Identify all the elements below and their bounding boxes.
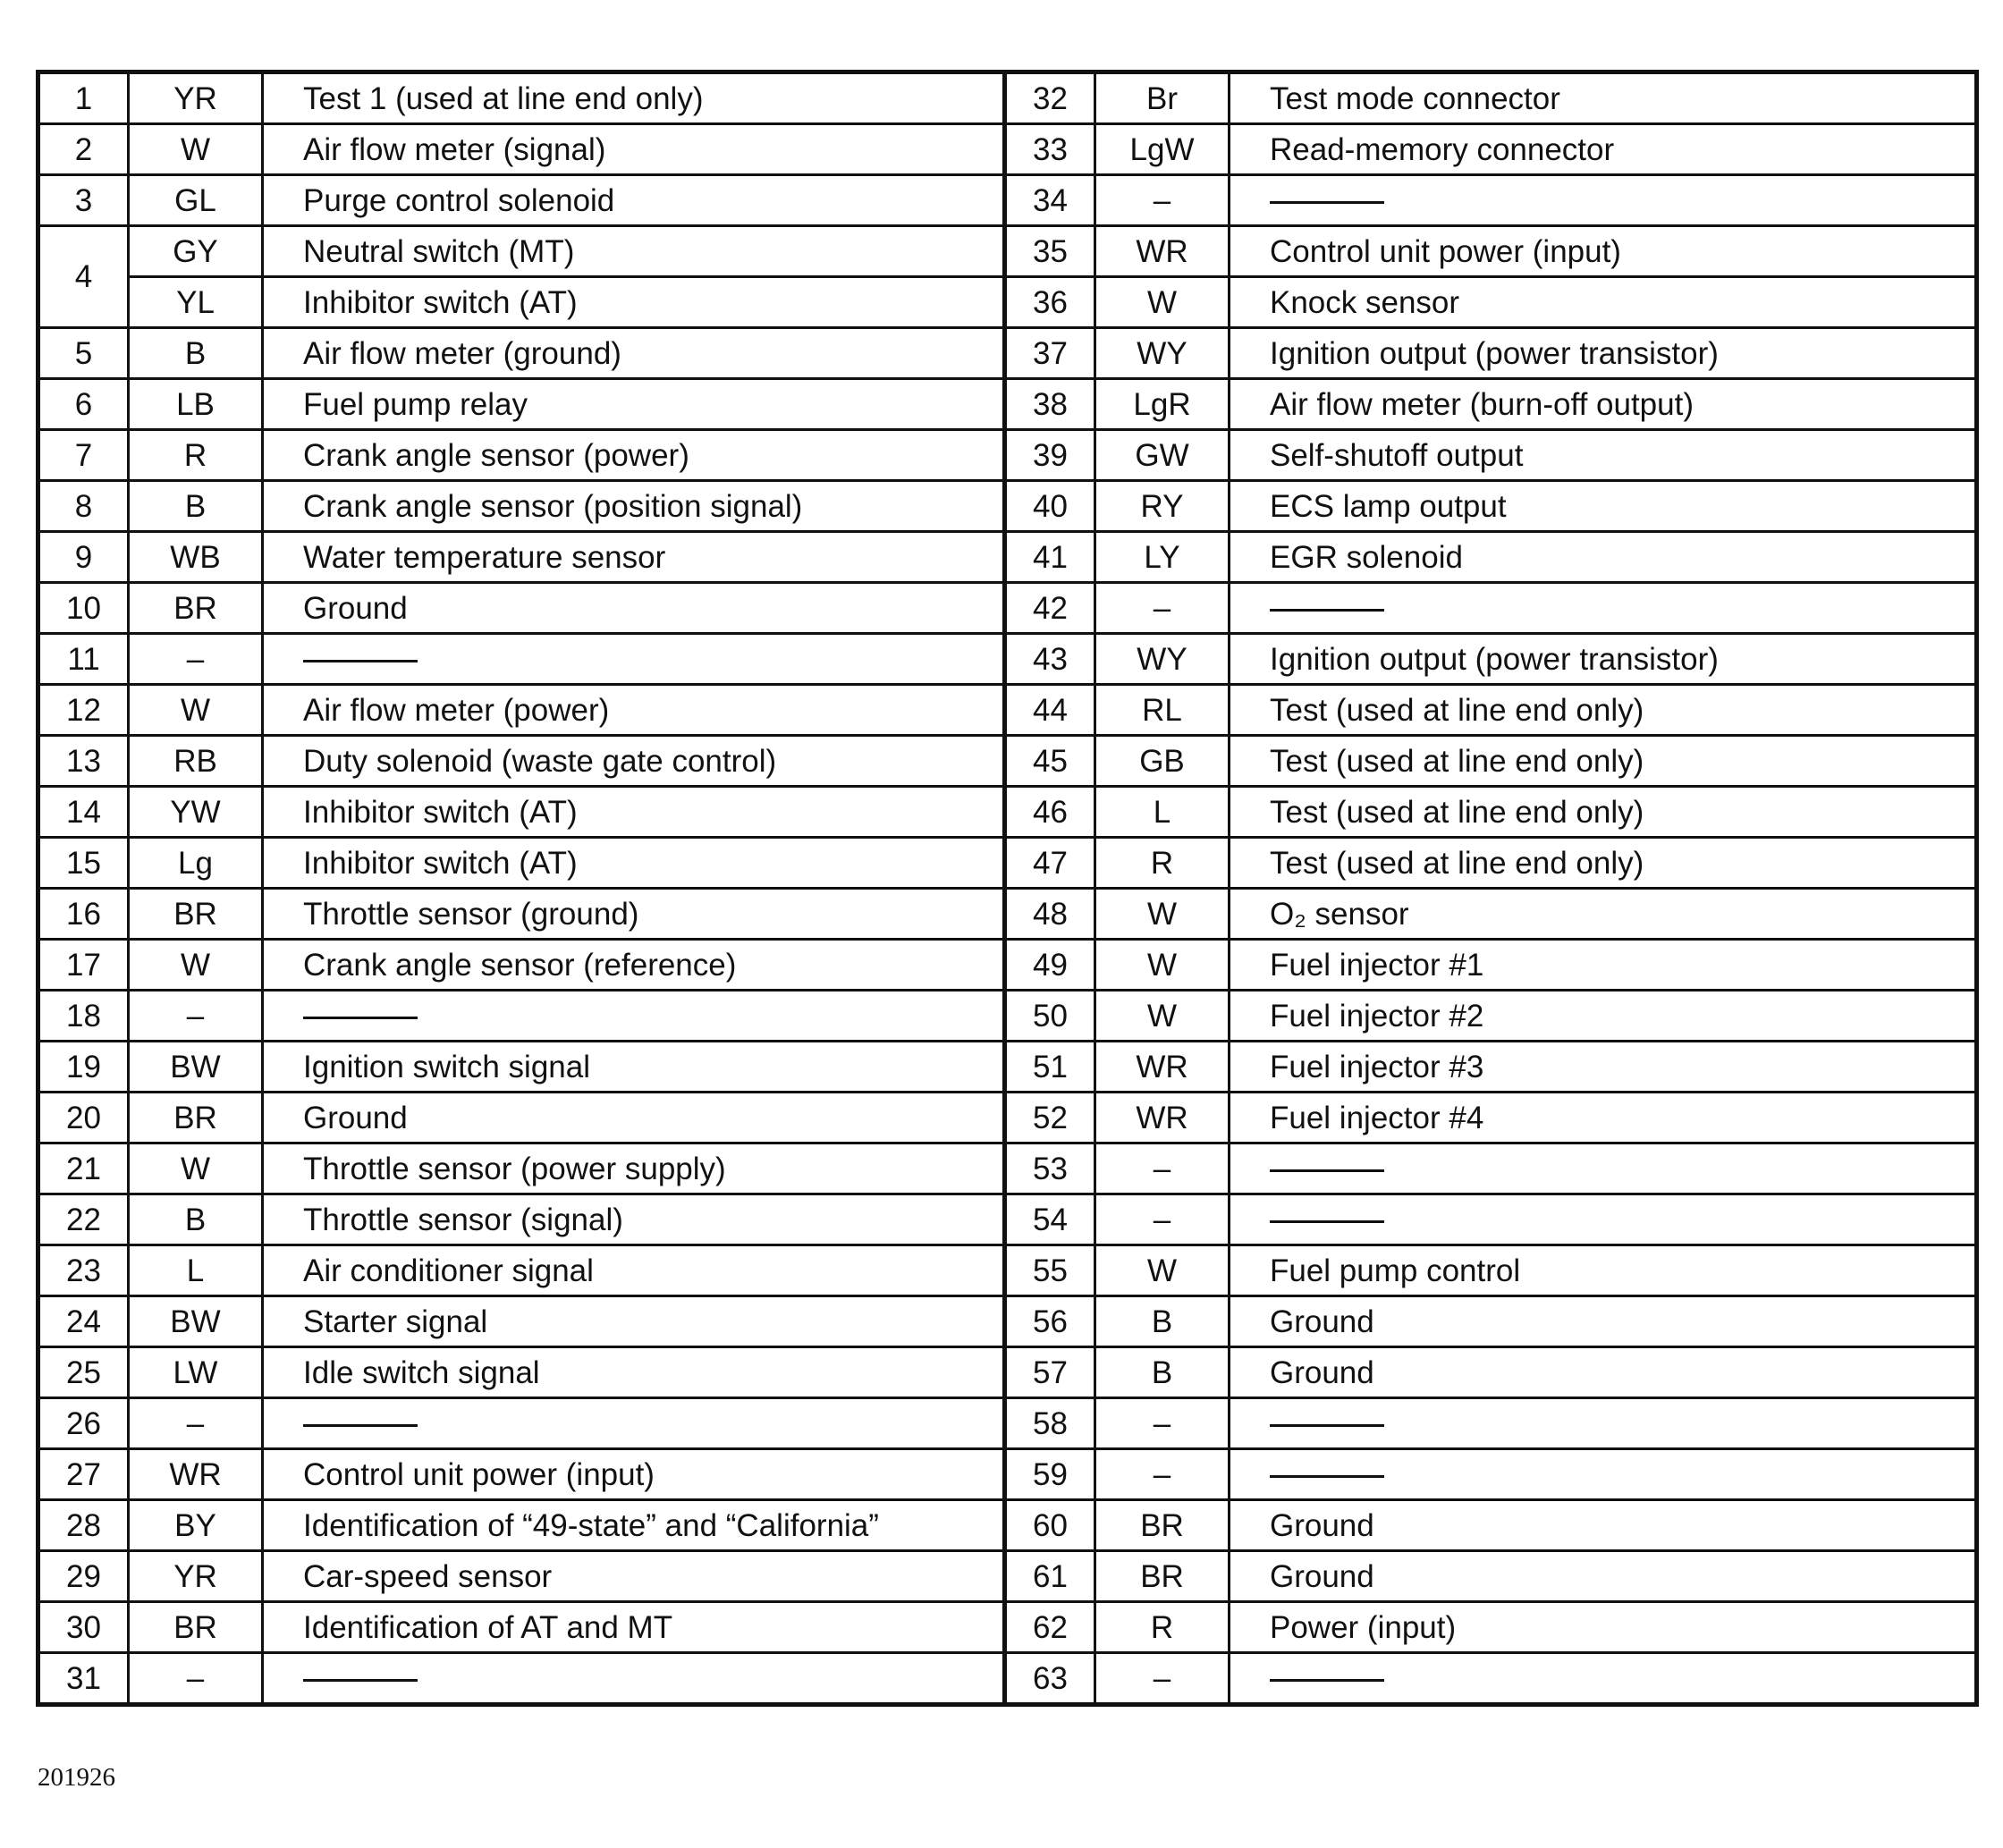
right-pin-cell: 43 [1005, 634, 1095, 685]
right-desc-cell: EGR solenoid [1230, 532, 1977, 583]
right-desc-cell: Fuel injector #2 [1230, 991, 1977, 1042]
left-pin-cell: 11 [38, 634, 129, 685]
left-code-cell: BW [129, 1296, 263, 1347]
left-code-cell: BR [129, 1602, 263, 1653]
right-code-cell: BR [1095, 1551, 1230, 1602]
right-pin-cell: 63 [1005, 1653, 1095, 1705]
left-code-cell: L [129, 1245, 263, 1296]
left-desc-cell: Water temperature sensor [263, 532, 1005, 583]
right-desc-cell: Test (used at line end only) [1230, 736, 1977, 787]
right-desc-cell [1230, 583, 1977, 634]
no-function-dash [1270, 201, 1384, 204]
right-desc-cell: Test (used at line end only) [1230, 685, 1977, 736]
left-code-cell: YL [129, 277, 263, 328]
table-row [38, 1398, 1977, 1449]
right-code-cell: WR [1095, 226, 1230, 277]
connector-pin-table [36, 70, 1979, 1707]
right-pin-cell: 52 [1005, 1093, 1095, 1143]
right-code-cell: – [1095, 583, 1230, 634]
right-code-cell: W [1095, 1245, 1230, 1296]
right-code-cell: WR [1095, 1093, 1230, 1143]
left-code-cell: – [129, 1653, 263, 1705]
left-pin-cell: 25 [38, 1347, 129, 1398]
left-code-cell: – [129, 634, 263, 685]
left-pin-cell: 3 [38, 175, 129, 226]
right-pin-cell: 46 [1005, 787, 1095, 838]
no-function-dash [303, 1017, 418, 1019]
left-pin-cell: 31 [38, 1653, 129, 1705]
right-code-cell: RL [1095, 685, 1230, 736]
left-desc-cell: Starter signal [263, 1296, 1005, 1347]
table-row [38, 838, 1977, 889]
left-pin-cell: 6 [38, 379, 129, 430]
left-pin-cell: 22 [38, 1194, 129, 1245]
table-row [38, 226, 1977, 277]
right-desc-cell [1230, 1653, 1977, 1705]
left-desc-cell: Ground [263, 583, 1005, 634]
left-code-cell: YR [129, 1551, 263, 1602]
table-row [38, 328, 1977, 379]
left-pin-cell: 29 [38, 1551, 129, 1602]
table-row [38, 1143, 1977, 1194]
right-desc-cell [1230, 1143, 1977, 1194]
left-pin-cell: 20 [38, 1093, 129, 1143]
table-row [38, 1653, 1977, 1705]
table-row [38, 124, 1977, 175]
right-code-cell: W [1095, 277, 1230, 328]
left-desc-cell: Air flow meter (ground) [263, 328, 1005, 379]
left-pin-cell: 24 [38, 1296, 129, 1347]
right-desc-cell: Air flow meter (burn-off output) [1230, 379, 1977, 430]
left-pin-cell: 19 [38, 1042, 129, 1093]
left-pin-cell: 13 [38, 736, 129, 787]
right-code-cell: WY [1095, 634, 1230, 685]
left-pin-cell: 26 [38, 1398, 129, 1449]
right-code-cell: B [1095, 1296, 1230, 1347]
table-row [38, 1194, 1977, 1245]
left-code-cell: BR [129, 889, 263, 940]
left-desc-cell [263, 1398, 1005, 1449]
right-pin-cell: 55 [1005, 1245, 1095, 1296]
no-function-dash [1270, 1475, 1384, 1478]
right-pin-cell: 36 [1005, 277, 1095, 328]
table-row [38, 1449, 1977, 1500]
left-code-cell: – [129, 1398, 263, 1449]
right-desc-cell: ECS lamp output [1230, 481, 1977, 532]
left-code-cell: BY [129, 1500, 263, 1551]
right-desc-cell: Power (input) [1230, 1602, 1977, 1653]
right-pin-cell: 39 [1005, 430, 1095, 481]
table-row [38, 1245, 1977, 1296]
table-row [38, 1602, 1977, 1653]
left-pin-cell: 17 [38, 940, 129, 991]
left-pin-cell: 9 [38, 532, 129, 583]
right-code-cell: – [1095, 1194, 1230, 1245]
left-code-cell: LW [129, 1347, 263, 1398]
left-code-cell: R [129, 430, 263, 481]
left-code-cell: Lg [129, 838, 263, 889]
right-code-cell: – [1095, 1449, 1230, 1500]
right-desc-cell: Fuel injector #1 [1230, 940, 1977, 991]
left-pin-cell: 1 [38, 72, 129, 124]
right-desc-cell: Test (used at line end only) [1230, 838, 1977, 889]
no-function-dash [1270, 609, 1384, 612]
right-code-cell: GB [1095, 736, 1230, 787]
left-pin-cell: 12 [38, 685, 129, 736]
table-row [38, 685, 1977, 736]
left-code-cell: GY [129, 226, 263, 277]
right-pin-cell: 33 [1005, 124, 1095, 175]
left-desc-cell: Crank angle sensor (position signal) [263, 481, 1005, 532]
right-code-cell: – [1095, 1143, 1230, 1194]
table-row [38, 532, 1977, 583]
left-code-cell: W [129, 940, 263, 991]
left-desc-cell: Idle switch signal [263, 1347, 1005, 1398]
left-desc-cell: Duty solenoid (waste gate control) [263, 736, 1005, 787]
no-function-dash [303, 1424, 418, 1427]
left-pin-cell: 4 [38, 226, 129, 328]
left-desc-cell [263, 1653, 1005, 1705]
right-pin-cell: 44 [1005, 685, 1095, 736]
right-pin-cell: 58 [1005, 1398, 1095, 1449]
right-code-cell: WY [1095, 328, 1230, 379]
left-pin-cell: 18 [38, 991, 129, 1042]
left-pin-cell: 27 [38, 1449, 129, 1500]
right-desc-cell: Ignition output (power transistor) [1230, 328, 1977, 379]
right-desc-cell [1230, 1398, 1977, 1449]
right-code-cell: R [1095, 838, 1230, 889]
right-code-cell: – [1095, 1653, 1230, 1705]
right-pin-cell: 37 [1005, 328, 1095, 379]
left-pin-cell: 15 [38, 838, 129, 889]
right-desc-cell: O₂ sensor [1230, 889, 1977, 940]
left-code-cell: YW [129, 787, 263, 838]
no-function-dash [303, 1679, 418, 1682]
right-pin-cell: 54 [1005, 1194, 1095, 1245]
right-code-cell: LY [1095, 532, 1230, 583]
table-row [38, 1093, 1977, 1143]
table-row [38, 889, 1977, 940]
left-desc-cell [263, 991, 1005, 1042]
left-desc-cell: Throttle sensor (ground) [263, 889, 1005, 940]
left-desc-cell: Inhibitor switch (AT) [263, 277, 1005, 328]
right-desc-cell: Fuel injector #4 [1230, 1093, 1977, 1143]
left-desc-cell: Inhibitor switch (AT) [263, 787, 1005, 838]
right-desc-cell: Control unit power (input) [1230, 226, 1977, 277]
right-code-cell: WR [1095, 1042, 1230, 1093]
right-pin-cell: 38 [1005, 379, 1095, 430]
table-row [38, 736, 1977, 787]
table-row [38, 940, 1977, 991]
left-code-cell: YR [129, 72, 263, 124]
right-pin-cell: 57 [1005, 1347, 1095, 1398]
left-code-cell: B [129, 481, 263, 532]
left-pin-cell: 14 [38, 787, 129, 838]
left-pin-cell: 23 [38, 1245, 129, 1296]
right-desc-cell [1230, 175, 1977, 226]
right-pin-cell: 53 [1005, 1143, 1095, 1194]
right-desc-cell: Ground [1230, 1500, 1977, 1551]
right-pin-cell: 42 [1005, 583, 1095, 634]
right-code-cell: Br [1095, 72, 1230, 124]
table-row [38, 787, 1977, 838]
left-code-cell: RB [129, 736, 263, 787]
no-function-dash [1270, 1679, 1384, 1682]
table-row [38, 1042, 1977, 1093]
no-function-dash [1270, 1424, 1384, 1427]
right-desc-cell [1230, 1194, 1977, 1245]
table-row [38, 634, 1977, 685]
table-row [38, 991, 1977, 1042]
table-row [38, 175, 1977, 226]
left-pin-cell: 16 [38, 889, 129, 940]
right-pin-cell: 40 [1005, 481, 1095, 532]
left-desc-cell: Crank angle sensor (power) [263, 430, 1005, 481]
left-desc-cell [263, 634, 1005, 685]
right-desc-cell: Knock sensor [1230, 277, 1977, 328]
left-pin-cell: 21 [38, 1143, 129, 1194]
right-pin-cell: 35 [1005, 226, 1095, 277]
left-desc-cell: Fuel pump relay [263, 379, 1005, 430]
right-pin-cell: 32 [1005, 72, 1095, 124]
left-pin-cell: 10 [38, 583, 129, 634]
right-desc-cell: Fuel pump control [1230, 1245, 1977, 1296]
left-desc-cell: Inhibitor switch (AT) [263, 838, 1005, 889]
right-pin-cell: 45 [1005, 736, 1095, 787]
right-pin-cell: 61 [1005, 1551, 1095, 1602]
left-code-cell: BW [129, 1042, 263, 1093]
left-desc-cell: Identification of AT and MT [263, 1602, 1005, 1653]
left-code-cell: W [129, 1143, 263, 1194]
right-desc-cell: Ground [1230, 1347, 1977, 1398]
right-code-cell: W [1095, 889, 1230, 940]
left-code-cell: W [129, 685, 263, 736]
table-row [38, 1500, 1977, 1551]
left-pin-cell: 5 [38, 328, 129, 379]
right-code-cell: B [1095, 1347, 1230, 1398]
left-pin-cell: 30 [38, 1602, 129, 1653]
right-pin-cell: 51 [1005, 1042, 1095, 1093]
table-row [38, 481, 1977, 532]
right-desc-cell: Ground [1230, 1551, 1977, 1602]
table-row [38, 1551, 1977, 1602]
left-desc-cell: Air conditioner signal [263, 1245, 1005, 1296]
left-code-cell: WB [129, 532, 263, 583]
left-desc-cell: Neutral switch (MT) [263, 226, 1005, 277]
left-desc-cell: Identification of “49-state” and “California” [263, 1500, 1005, 1551]
right-code-cell: LgW [1095, 124, 1230, 175]
right-pin-cell: 48 [1005, 889, 1095, 940]
left-desc-cell: Crank angle sensor (reference) [263, 940, 1005, 991]
left-code-cell: B [129, 1194, 263, 1245]
no-function-dash [1270, 1220, 1384, 1223]
left-pin-cell: 7 [38, 430, 129, 481]
left-pin-cell: 2 [38, 124, 129, 175]
right-pin-cell: 60 [1005, 1500, 1095, 1551]
left-desc-cell: Air flow meter (signal) [263, 124, 1005, 175]
right-code-cell: – [1095, 1398, 1230, 1449]
left-desc-cell: Ground [263, 1093, 1005, 1143]
left-desc-cell: Control unit power (input) [263, 1449, 1005, 1500]
right-code-cell: W [1095, 940, 1230, 991]
left-code-cell: W [129, 124, 263, 175]
right-pin-cell: 41 [1005, 532, 1095, 583]
left-desc-cell: Air flow meter (power) [263, 685, 1005, 736]
table-row [38, 277, 1977, 328]
left-code-cell: – [129, 991, 263, 1042]
right-code-cell: L [1095, 787, 1230, 838]
left-code-cell: B [129, 328, 263, 379]
left-desc-cell: Throttle sensor (power supply) [263, 1143, 1005, 1194]
left-code-cell: BR [129, 583, 263, 634]
left-code-cell: BR [129, 1093, 263, 1143]
right-desc-cell: Ignition output (power transistor) [1230, 634, 1977, 685]
table-row [38, 72, 1977, 124]
right-desc-cell: Fuel injector #3 [1230, 1042, 1977, 1093]
left-code-cell: LB [129, 379, 263, 430]
right-desc-cell [1230, 1449, 1977, 1500]
no-function-dash [303, 660, 418, 662]
right-desc-cell: Self-shutoff output [1230, 430, 1977, 481]
table-row [38, 1296, 1977, 1347]
table-row [38, 583, 1977, 634]
right-pin-cell: 49 [1005, 940, 1095, 991]
left-desc-cell: Throttle sensor (signal) [263, 1194, 1005, 1245]
left-pin-cell: 8 [38, 481, 129, 532]
right-pin-cell: 56 [1005, 1296, 1095, 1347]
left-desc-cell: Test 1 (used at line end only) [263, 72, 1005, 124]
right-pin-cell: 47 [1005, 838, 1095, 889]
right-pin-cell: 59 [1005, 1449, 1095, 1500]
left-pin-cell: 28 [38, 1500, 129, 1551]
right-code-cell: W [1095, 991, 1230, 1042]
right-desc-cell: Read-memory connector [1230, 124, 1977, 175]
right-code-cell: – [1095, 175, 1230, 226]
right-code-cell: RY [1095, 481, 1230, 532]
left-desc-cell: Purge control solenoid [263, 175, 1005, 226]
right-desc-cell: Test (used at line end only) [1230, 787, 1977, 838]
table-row [38, 379, 1977, 430]
right-pin-cell: 50 [1005, 991, 1095, 1042]
figure-number: 201926 [38, 1763, 115, 1792]
left-code-cell: WR [129, 1449, 263, 1500]
right-desc-cell: Test mode connector [1230, 72, 1977, 124]
right-code-cell: R [1095, 1602, 1230, 1653]
table-row [38, 430, 1977, 481]
no-function-dash [1270, 1169, 1384, 1172]
right-code-cell: BR [1095, 1500, 1230, 1551]
left-desc-cell: Car-speed sensor [263, 1551, 1005, 1602]
right-desc-cell: Ground [1230, 1296, 1977, 1347]
right-pin-cell: 62 [1005, 1602, 1095, 1653]
left-code-cell: GL [129, 175, 263, 226]
right-code-cell: LgR [1095, 379, 1230, 430]
right-pin-cell: 34 [1005, 175, 1095, 226]
right-code-cell: GW [1095, 430, 1230, 481]
table-row [38, 1347, 1977, 1398]
left-desc-cell: Ignition switch signal [263, 1042, 1005, 1093]
